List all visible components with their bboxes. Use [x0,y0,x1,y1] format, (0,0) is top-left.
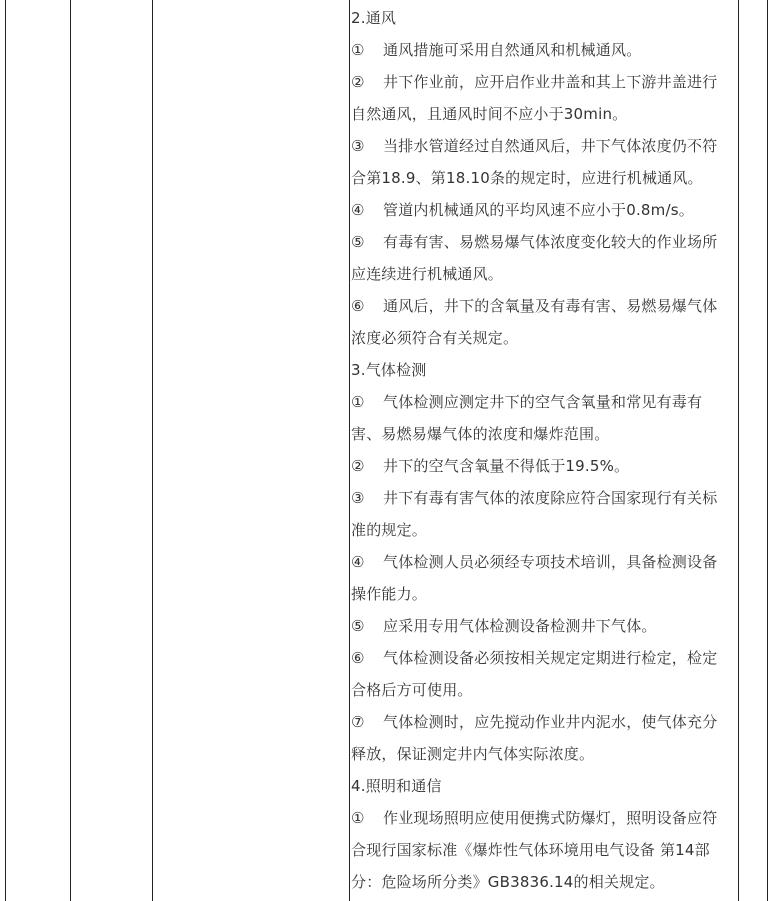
line-text: 分：危险场所分类》GB3836.14的相关规定。 [351,873,665,891]
item-number: ① [351,809,365,827]
table-divider-4 [738,0,739,901]
line-text: 应采用专用气体检测设备检测井下气体。 [383,617,657,635]
text-line [351,514,737,546]
item-number: ⑤ [351,233,365,251]
item-number: ⑥ [351,649,365,667]
line-text: 应连续进行机械通风。 [351,265,504,283]
line-text: 气体检测时，应先搅动作业井内泥水，使气体充分 [383,713,718,731]
text-line [351,354,737,386]
item-number: ③ [351,489,365,507]
item-number: ⑤ [351,617,365,635]
line-text: 有毒有害、易燃易爆气体浓度变化较大的作业场所 [383,233,718,251]
line-text: 合格后方可使用。 [351,681,473,699]
item-number: ⑥ [351,297,365,315]
item-number: ② [351,457,365,475]
line-text: 通风后，井下的含氧量及有毒有害、易燃易爆气体 [383,297,718,315]
text-line [351,546,737,578]
item-number: ① [351,393,365,411]
line-text: 管道内机械通风的平均风速不应小于0.8m/s。 [383,201,694,219]
text-line [351,770,737,802]
line-text: 浓度必须符合有关规定。 [351,329,519,347]
line-text: 井下作业前，应开启作业井盖和其上下游井盖进行 [383,73,718,91]
text-line [351,738,737,770]
line-text: 自然通风，且通风时间不应小于30min。 [351,105,628,123]
text-line [351,322,737,354]
text-line [351,258,737,290]
line-text: 2.通风 [351,9,397,27]
item-number: ② [351,73,365,91]
text-line [351,130,737,162]
item-number: ④ [351,201,365,219]
text-line [351,66,737,98]
text-line [351,418,737,450]
line-text: 释放，保证测定井内气体实际浓度。 [351,745,595,763]
text-line [351,450,737,482]
text-line [351,226,737,258]
text-line [351,578,737,610]
table-border-right [767,0,768,901]
table-border-left [5,0,6,901]
item-number: ④ [351,553,365,571]
text-line [351,706,737,738]
text-line [351,290,737,322]
text-line [351,162,737,194]
text-line [351,482,737,514]
table-divider-2 [152,0,153,901]
line-text: 气体检测设备必须按相关规定定期进行检定，检定 [383,649,718,667]
line-text: 合现行国家标准《爆炸性气体环境用电气设备 第14部 [351,841,710,859]
text-line [351,642,737,674]
line-text: 准的规定。 [351,521,428,539]
table-divider-3 [349,0,350,901]
line-text: 作业现场照明应使用便携式防爆灯，照明设备应符 [383,809,718,827]
item-number: ① [351,41,365,59]
line-text: 3.气体检测 [351,361,427,379]
line-text: 通风措施可采用自然通风和机械通风。 [383,41,642,59]
line-text: 合第18.9、第18.10条的规定时，应进行机械通风。 [351,169,703,187]
line-text: 操作能力。 [351,585,428,603]
text-line [351,98,737,130]
line-text: 气体检测人员必须经专项技术培训，具备检测设备 [383,553,718,571]
item-number: ③ [351,137,365,155]
text-line [351,386,737,418]
line-text: 气体检测应测定井下的空气含氧量和常见有毒有 [383,393,703,411]
text-line [351,2,737,34]
text-line [351,866,737,898]
text-line [351,802,737,834]
table-divider-1 [70,0,71,901]
line-text: 4.照明和通信 [351,777,442,795]
item-number: ⑦ [351,713,365,731]
text-line [351,34,737,66]
text-cell [351,2,737,898]
line-text: 井下的空气含氧量不得低于19.5%。 [383,457,630,475]
text-line [351,194,737,226]
text-line [351,610,737,642]
text-line [351,834,737,866]
text-line [351,674,737,706]
line-text: 害、易燃易爆气体的浓度和爆炸范围。 [351,425,610,443]
line-text: 当排水管道经过自然通风后，井下气体浓度仍不符 [383,137,718,155]
line-text: 井下有毒有害气体的浓度除应符合国家现行有关标 [383,489,718,507]
